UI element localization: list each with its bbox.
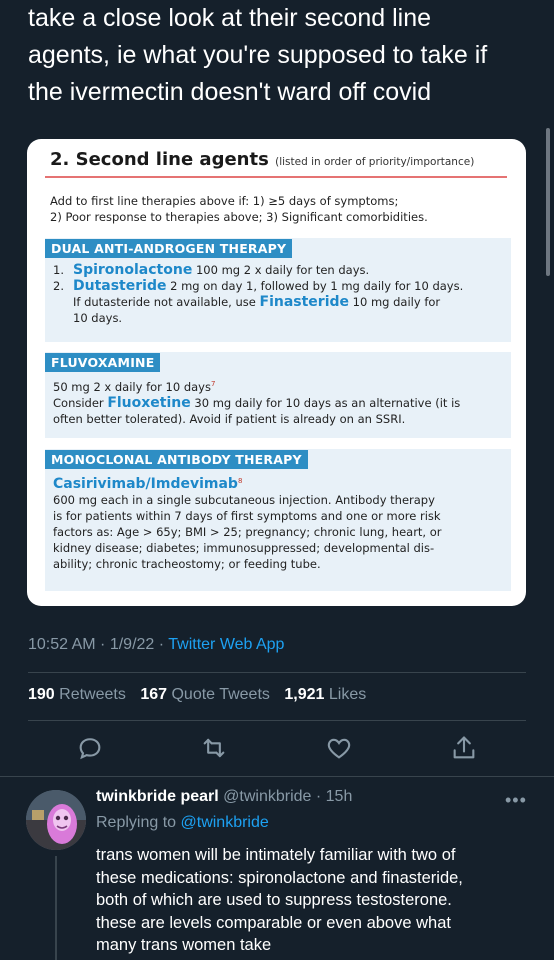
tweet-stats <box>28 686 366 704</box>
divider <box>28 672 526 673</box>
quote-tweets-stat[interactable]: 167 Quote Tweets <box>140 686 270 703</box>
section-heading: DUAL ANTI-ANDROGEN THERAPY <box>45 239 292 258</box>
tweet-text-line: take a close look at their second line <box>28 4 432 32</box>
retweet-icon[interactable] <box>200 734 228 762</box>
reply-text-line: these are levels comparable or even above what <box>96 913 451 932</box>
section-body <box>45 258 511 330</box>
reply-author-name[interactable]: twinkbride pearl <box>96 788 219 805</box>
section-body <box>45 372 511 431</box>
dose-line: Consider Fluoxetine 30 mg daily for 10 days as an alternative (it is <box>53 394 461 411</box>
card-title <box>50 149 510 170</box>
card-subtitle: (listed in order of priority/importance) <box>275 156 475 168</box>
retweets-stat[interactable]: 190 Retweets <box>28 686 126 703</box>
list-item-continuation: If dutasteride not available, use Finasteride 10 mg daily for <box>73 294 441 310</box>
list-item: 1. Spironolactone 100 mg 2 x daily for ten days. <box>53 262 370 278</box>
body-line: kidney disease; diabetes; immunosuppressed; developmental dis- <box>53 540 435 555</box>
tweet-text-line: agents, ie what you're supposed to take if <box>28 41 488 69</box>
tweet-image[interactable] <box>27 139 526 606</box>
tweet-date[interactable]: 1/9/22 <box>109 636 155 653</box>
drug-name: Finasteride <box>259 294 350 310</box>
reply-text-line: many trans women take <box>96 936 272 954</box>
share-icon[interactable] <box>450 734 478 762</box>
drug-name: Casirivimab/Imdevimab <box>53 475 238 492</box>
thread-line <box>55 856 57 960</box>
reply-author-handle[interactable]: @twinkbride <box>223 788 312 805</box>
reply-text-line: both of which are used to suppress testosterone. <box>96 891 452 909</box>
drug-name: Spironolactone <box>73 262 193 278</box>
likes-stat[interactable]: 1,921 Likes <box>284 686 367 703</box>
intro-line: 2) Poor response to therapies above; 3) Significant comorbidities. <box>50 210 428 224</box>
reply-header: twinkbride pearl @twinkbride · 15h <box>96 788 353 805</box>
drug-name: Dutasteride <box>73 278 167 294</box>
tweet-source-link[interactable]: Twitter Web App <box>168 636 285 653</box>
more-options-icon[interactable]: ••• <box>505 790 527 810</box>
section-heading: MONOCLONAL ANTIBODY THERAPY <box>45 450 308 469</box>
body-line: 600 mg each in a single subcutaneous injection. Antibody therapy <box>53 492 435 507</box>
tweet-text-line: the ivermectin doesn't ward off covid <box>28 78 432 106</box>
dose-line: 50 mg 2 x daily for 10 days$^7$ <box>53 379 216 394</box>
divider <box>0 776 554 777</box>
section-anti-androgen <box>45 238 511 342</box>
tweet-time[interactable]: 10:52 AM <box>28 636 96 653</box>
intro-line: Add to first line therapies above if: 1) ≥5 days of symptoms; <box>50 194 399 208</box>
drug-heading: Casirivimab/Imdevimab$^8$ <box>53 475 243 492</box>
divider <box>28 720 526 721</box>
scrollbar[interactable] <box>546 128 550 276</box>
body-line: is for patients within 7 days of first symptoms and one or more risk <box>53 508 441 523</box>
section-monoclonal <box>45 449 511 591</box>
card-intro <box>50 193 510 225</box>
dose-line: often better tolerated). Avoid if patient is already on an SSRI. <box>53 411 406 426</box>
replying-to-link[interactable]: @twinkbride <box>180 814 269 831</box>
reply-text-line: these medications: spironolactone and finasteride, <box>96 868 463 887</box>
tweet-text <box>28 0 528 111</box>
heart-icon[interactable] <box>325 734 353 762</box>
section-heading: FLUVOXAMINE <box>45 353 160 372</box>
avatar[interactable] <box>26 790 86 850</box>
reply-text-line: trans women will be intimately familiar with two of <box>96 846 456 864</box>
card-title-text: 2. Second line agents <box>50 149 269 170</box>
section-body <box>45 469 511 576</box>
replying-to: Replying to @twinkbride <box>96 814 269 831</box>
body-line: factors as: Age > 65y; BMI > 25; pregnancy; chronic lung, heart, or <box>53 524 442 539</box>
reply-time[interactable]: 15h <box>325 788 353 805</box>
reply-text <box>96 844 536 957</box>
title-rule <box>45 176 507 178</box>
tweet-timestamp: 10:52 AM · 1/9/22 · Twitter Web App <box>28 636 285 653</box>
list-item-continuation: 10 days. <box>73 311 123 325</box>
section-fluvoxamine <box>45 352 511 438</box>
body-line: ability; chronic tracheostomy; or feeding tube. <box>53 556 321 571</box>
drug-name: Fluoxetine <box>107 394 191 411</box>
tweet-actions <box>0 734 554 764</box>
reply-icon[interactable] <box>76 734 104 762</box>
list-item: 2. Dutasteride 2 mg on day 1, followed by 1 mg daily for 10 days. <box>53 278 464 294</box>
